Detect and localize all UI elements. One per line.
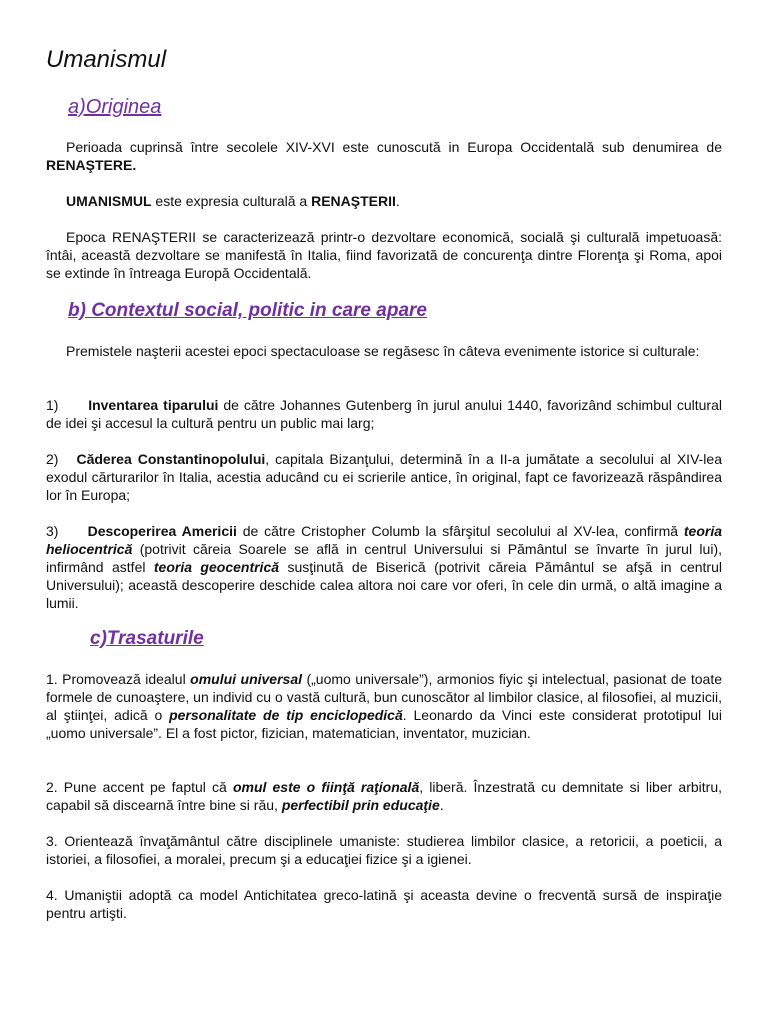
text: 3. Orientează învaţământul către disciplinele umaniste: studierea limbilor clasice, a retoricii, a poeticii, a istoriei, a filosofiei, a moralei, precum şi a educaţiei fizice şi a igienei.: [46, 833, 722, 867]
list-item-tiparul: [46, 396, 722, 432]
paragraph-epoca-renasterii: [46, 228, 722, 282]
bold-italic-term: omul este o fiinţă raţională: [232, 779, 420, 795]
text: Premistele naşterii acestei epoci spectaculoase se regăsesc în câteva evenimente istorice si culturale:: [66, 343, 700, 359]
section-heading-originea: a)Originea: [68, 96, 162, 118]
text: („uomo universale”), armonios fiyic şi intelectual, pasionat de toate formele de cunoaştere, un individ cu o vastă cultură, bun cunoscător al limbilor clasice, al filosofiei, al muzicii, al ştiinţei, adică o: [46, 671, 723, 723]
bold-italic-term: omului universal: [190, 671, 303, 687]
section-heading-trasaturile: c)Trasaturile: [90, 628, 204, 649]
text: 4. Umaniştii adoptă ca model Antichitatea greco-latină şi aceasta devine o frecventă sursă de inspiraţie pentru artişti.: [46, 887, 722, 921]
paragraph-premise: [46, 342, 722, 360]
bold-term: RENAŞTERII: [311, 193, 396, 209]
section-heading-context: b) Contextul social, politic in care apare: [68, 300, 427, 321]
text: , capitala Bizanţului, determină în a II-a jumătate a secolului al XIV-lea exodul cărturarilor în Italia, acestia aducând cu ei scrierile antice, în original, fapt ce favorizează răspândirea lor în Europa;: [46, 451, 722, 503]
text: Perioada cuprinsă între secolele XIV-XVI este cunoscută in Europa Occidentală sub denumirea de: [66, 139, 722, 155]
page-title: Umanismul: [46, 46, 167, 73]
bold-italic-term: teoria geocentrică: [153, 559, 280, 575]
bold-term: Inventarea tiparului: [88, 397, 219, 413]
item-number: 3): [46, 523, 59, 539]
text: .: [439, 797, 444, 813]
bold-italic-term: teoria heliocentrică: [46, 523, 722, 557]
trait-item-2: [46, 778, 722, 814]
trait-item-3: [46, 832, 722, 868]
trait-item-4: [46, 886, 722, 922]
list-item-america: [46, 522, 722, 612]
trait-item-1: [46, 670, 722, 742]
text: este expresia culturală a: [151, 193, 312, 209]
text: (potrivit căreia Soarele se află in centrul Universului si Pământul se învarte în jurul lui), infirmând astfel: [46, 541, 722, 575]
text: susţinută de Biserică (potrivit căreia Pământul se afşă in centrul Universului); această descoperire deschide calea altora noi care vor oferi, în cele din urmă, o altă imagine a lumii.: [46, 559, 722, 611]
text: 2. Pune accent pe faptul că: [46, 779, 233, 795]
text: 1. Promovează idealul: [46, 671, 191, 687]
bold-italic-term: personalitate de tip enciclopedică: [169, 707, 403, 723]
text: de către Cristopher Columb la sfârşitul secolului al XV-lea, confirmă: [236, 523, 684, 539]
text: .: [395, 193, 400, 209]
item-number: 2): [46, 451, 59, 467]
item-number: 1): [46, 397, 59, 413]
bold-term: Descoperirea Americii: [87, 523, 237, 539]
text: Epoca RENAŞTERII se caracterizează printr-o dezvoltare economică, socială şi culturală impetuoasă: întâi, această dezvoltare se manifestă în Italia, fiind favorizată de concurenţa dintre Florenţa şi Roma, apoi se extinde în întreaga Europă Occidentală.: [46, 229, 722, 281]
bold-term: RENAŞTERE.: [46, 157, 137, 173]
paragraph-renastere-period: [46, 138, 722, 174]
list-item-constantinopol: [46, 450, 722, 504]
text: , liberă. Înzestrată cu demnitate si liber arbitru, capabil să discearnă între bine si rău,: [46, 779, 722, 813]
paragraph-umanismul-definition: [46, 192, 722, 210]
text: de către Johannes Gutenberg în jurul anului 1440, favorizând schimbul cultural de idei şi accesul la cultură pentru un public mai larg;: [46, 397, 722, 431]
bold-italic-term: perfectibil prin educaţie: [281, 797, 440, 813]
bold-term: UMANISMUL: [66, 193, 152, 209]
bold-term: Căderea Constantinopolului: [76, 451, 266, 467]
text: . Leonardo da Vinci este considerat prototipul lui „uomo universale”. El a fost pictor, fizician, matematician, inventator, muzician.: [46, 707, 722, 741]
